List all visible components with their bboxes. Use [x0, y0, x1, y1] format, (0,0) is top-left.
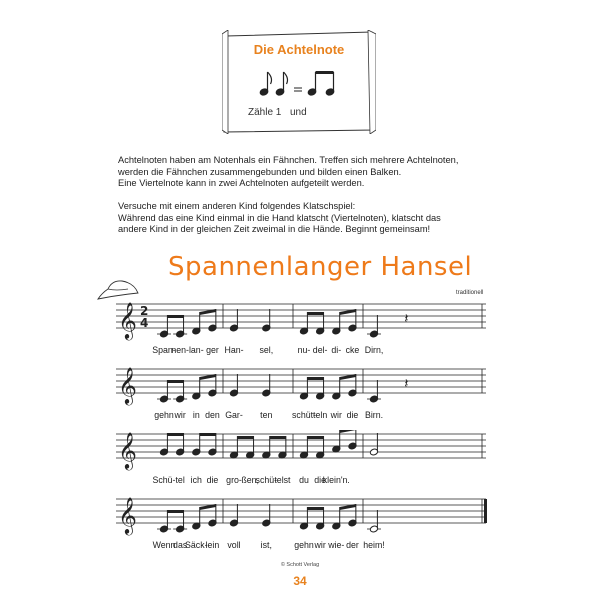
lyric-syllable: sel, — [259, 345, 274, 355]
lyric-syllable: das — [173, 540, 188, 550]
lyric-syllable: wir — [174, 410, 186, 420]
song-title: Spannenlanger Hansel — [168, 252, 473, 282]
song-credit: traditionell — [456, 290, 484, 296]
beam — [200, 433, 216, 436]
lyric-syllable: ßen, — [241, 475, 259, 485]
lyrics-line — [116, 345, 496, 357]
lyric-syllable: del- — [312, 345, 328, 355]
treble-clef-icon: 𝄞 — [118, 496, 137, 534]
lyric-syllable: schü- — [255, 475, 278, 485]
beam — [167, 315, 183, 318]
lyric-syllable: gro- — [226, 475, 242, 485]
lyric-syllable: voll — [227, 540, 241, 550]
lyric-syllable: ger — [206, 345, 219, 355]
lyric-syllable: die — [346, 410, 359, 420]
lyric-syllable: du — [299, 475, 309, 485]
eighth-note-info-box — [222, 30, 376, 134]
paragraph-line: werden die Fähnchen zusammengebunden und bilden einen Balken. — [118, 166, 402, 177]
final-bar-line — [484, 499, 487, 523]
beam — [340, 430, 356, 433]
beam — [270, 436, 286, 439]
staff-system — [116, 300, 496, 342]
lyric-syllable: ten — [260, 410, 273, 420]
paragraph-line: andere Kind in der gleichen Zeit zweimal in die Hände. Beginnt gemeinsam! — [118, 224, 431, 234]
page-number: 34 — [293, 574, 307, 588]
lyric-syllable: lan- — [188, 345, 204, 355]
lyrics-line — [116, 475, 496, 487]
lyric-syllable: der — [346, 540, 359, 550]
treble-clef-icon: 𝄞 — [118, 301, 137, 339]
lyric-syllable: klein'n. — [322, 475, 350, 485]
lyric-syllable: gehn — [154, 410, 174, 420]
paragraph-line: Eine Viertelnote kann in zwei Achtelnoten aufgeteilt werden. — [118, 178, 365, 188]
beam — [167, 433, 183, 436]
lyrics-line — [116, 540, 496, 552]
lyric-syllable: schüt- — [292, 410, 316, 420]
lyric-syllable: Birn. — [364, 410, 384, 420]
info-box-title: Die Achtelnote — [253, 42, 345, 57]
beam — [237, 436, 253, 439]
lyric-syllable: Dirn, — [364, 345, 384, 355]
lyric-syllable: die — [206, 475, 219, 485]
lyric-syllable: Säck- — [185, 540, 208, 550]
lyric-syllable: ich — [190, 475, 202, 485]
paragraph-line: Während das eine Kind einmal in die Hand klatscht (Viertelnoten), klatscht das — [118, 212, 441, 223]
beam — [307, 507, 323, 510]
quarter-rest-icon: 𝄽 — [404, 311, 409, 327]
lyric-syllable: in — [192, 410, 200, 420]
lyric-syllable: den — [205, 410, 220, 420]
lyric-syllable: wir — [330, 410, 342, 420]
beam — [307, 436, 323, 439]
lyric-syllable: di- — [331, 345, 342, 355]
paragraph-clapping-game — [118, 201, 441, 236]
lyric-syllable: wir — [314, 540, 326, 550]
lyric-syllable: nen- — [171, 345, 189, 355]
lyric-syllable: Gar- — [225, 410, 243, 420]
paragraph-line: Versuche mit einem anderen Kind folgendes Klatschspiel: — [118, 201, 356, 211]
count-and: und — [290, 107, 307, 118]
lyric-syllable: die — [314, 475, 327, 485]
lyric-syllable: Span- — [152, 345, 176, 355]
beam — [167, 510, 183, 513]
time-signature-top: 2 — [140, 304, 149, 318]
treble-clef-icon: 𝄞 — [118, 431, 137, 469]
quarter-rest-icon: 𝄽 — [404, 376, 409, 392]
count-label: Zähle 1 — [248, 107, 282, 118]
lyric-syllable: heim! — [363, 540, 385, 550]
lyric-syllable: cke — [345, 345, 360, 355]
lyric-syllable: Wenn — [152, 540, 176, 550]
lyric-syllable: Han- — [224, 345, 244, 355]
staff-system — [116, 495, 496, 537]
eighth-notes-illustration — [259, 71, 335, 96]
staff-system — [116, 430, 496, 472]
lyric-syllable: lein — [205, 540, 220, 550]
lyric-syllable: teln — [313, 410, 328, 420]
lyric-syllable: gehn — [294, 540, 314, 550]
beam — [307, 377, 323, 380]
time-signature-bottom: 4 — [140, 316, 149, 330]
lyric-syllable: wie- — [328, 540, 345, 550]
beam — [167, 380, 183, 383]
treble-clef-icon: 𝄞 — [118, 366, 137, 404]
staff-system — [116, 365, 496, 407]
lyric-syllable: ist, — [260, 540, 272, 550]
lyric-syllable: nu- — [297, 345, 311, 355]
paragraph-eighth-notes — [118, 155, 458, 190]
paragraph-line: Achtelnoten haben am Notenhals ein Fähnchen. Treffen sich mehrere Achtelnoten, — [118, 155, 459, 165]
lyric-syllable: Schü- — [152, 475, 176, 485]
lyric-syllable: telst — [274, 475, 291, 485]
publisher-credit: © Schott Verlag — [280, 562, 320, 568]
lyrics-line — [116, 410, 496, 422]
lyric-syllable: tel — [175, 475, 185, 485]
beam — [307, 312, 323, 315]
